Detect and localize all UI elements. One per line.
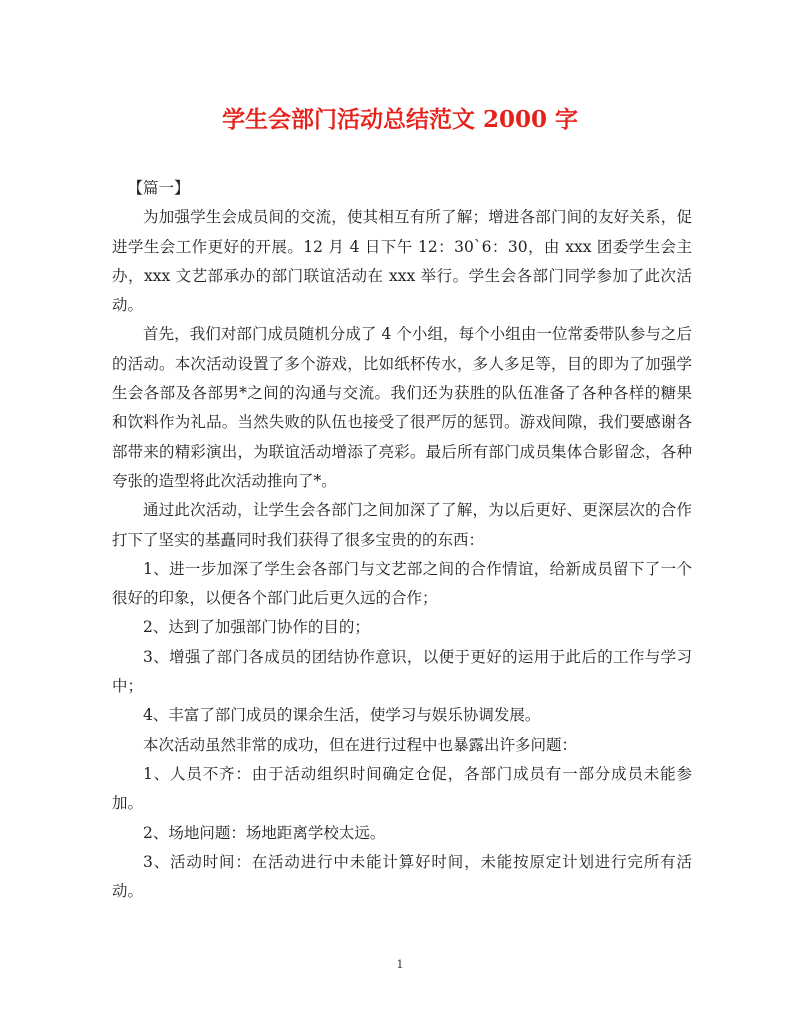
paragraph-activities: 首先，我们对部门成员随机分成了 4 个小组，每个小组由一位常委带队参与之后的活动。本次活动设置了多个游戏，比如纸杯传水，多人多足等，目的即为了加强学生会各部及各部男*之间的沟通与交流。我们还为获胜的队伍准备了各种各样的糖果和饮料作为礼品。当然失败的队伍也接受了很严厉的惩罚。游戏间隙，我们要感谢各部带来的精彩演出，为联谊活动增添了亮彩。最后所有部门成员集体合影留念，各种夸张的造型将此次活动推向了*。 [112, 325, 692, 490]
list-item-gain-4: 4、丰富了部门成员的课余生活，使学习与娱乐协调发展。 [143, 706, 541, 725]
section-label: 【篇一】 [127, 179, 190, 197]
list-item-problem-2: 2、场地问题：场地距离学校太远。 [143, 823, 386, 842]
paragraph-intro: 为加强学生会成员间的交流，使其相互有所了解；增进各部门间的友好关系，促进学生会工作更好的开展。12 月 4 日下午 12：30`6：30，由 xxx 团委学生会主办，xxx 文艺部承办的部门联谊活动在 xxx 举行。学生会各部门同学参加了此次活动。 [112, 208, 692, 315]
list-item-problem-3: 3、活动时间：在活动进行中未能计算好时间，未能按原定计划进行完所有活动。 [112, 852, 692, 901]
list-item-gain-2: 2、达到了加强部门协作的目的； [143, 618, 370, 637]
list-item-gain-1: 1、进一步加深了学生会各部门与文艺部之间的合作情谊，给新成员留下了一个很好的印象，以便各个部门此后更久远的合作； [112, 559, 692, 608]
list-item-problem-1: 1、人员不齐：由于活动组织时间确定仓促，各部门成员有一部分成员未能参加。 [112, 764, 692, 813]
paragraph-problems-intro: 本次活动虽然非常的成功，但在进行过程中也暴露出许多问题： [143, 735, 578, 754]
page-number: 1 [396, 958, 404, 971]
document-body [112, 174, 692, 906]
list-item-gain-3: 3、增强了部门各成员的团结协作意识，以便于更好的运用于此后的工作与学习中； [112, 647, 692, 696]
document-title: 学生会部门活动总结范文 2000 字 [221, 106, 579, 133]
paragraph-gains-intro: 通过此次活动，让学生会各部门之间加深了了解，为以后更好、更深层次的合作打下了坚实的基矗同时我们获得了很多宝贵的的东西： [112, 501, 692, 549]
